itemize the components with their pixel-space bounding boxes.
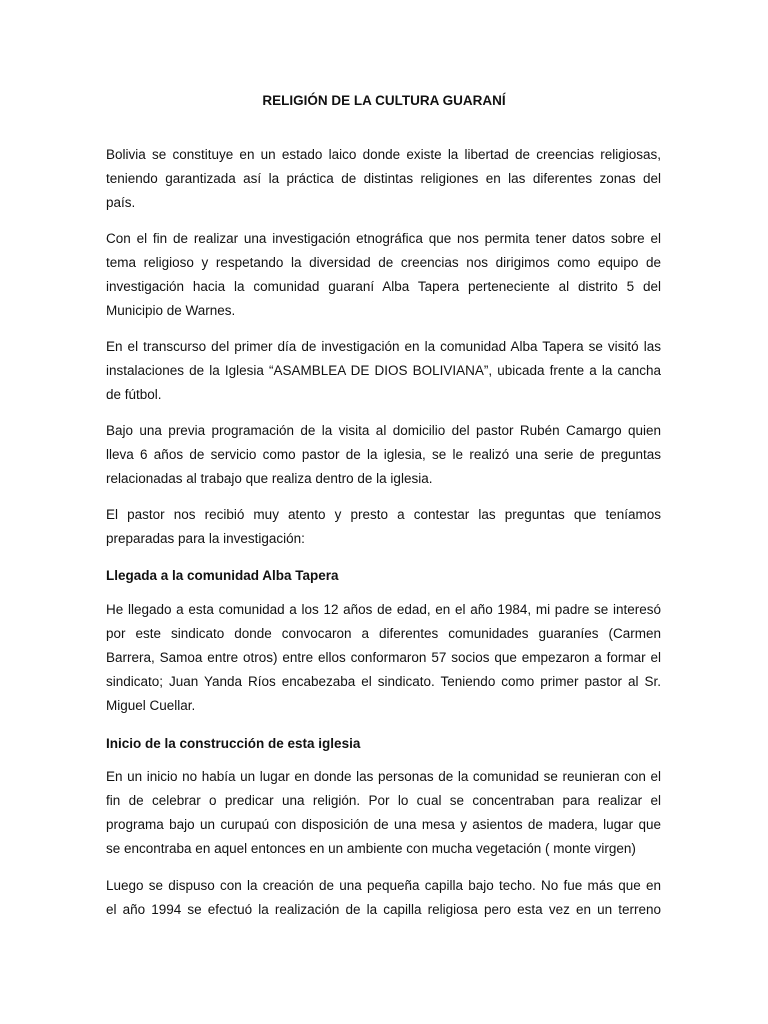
document-title: RELIGIÓN DE LA CULTURA GUARANÍ <box>262 93 506 108</box>
paragraph-line: Luego se dispuso con la creación de una pequeña capilla bajo techo. No fue más que en <box>106 878 661 893</box>
paragraph-arrival <box>106 598 661 718</box>
paragraph-line: fin de celebrar o predicar una religión. Por lo cual se concentraban para realizar el <box>106 793 661 808</box>
paragraph-line: teniendo garantizada así la práctica de distintas religiones en las diferentes zonas del <box>106 171 661 186</box>
paragraph-first-day <box>106 335 661 407</box>
paragraph-line: Bajo una previa programación de la visita al domicilio del pastor Rubén Camargo quien <box>106 423 661 438</box>
paragraph-investigation <box>106 227 661 323</box>
paragraph-line: Barrera, Samoa entre otros) entre ellos conformaron 57 socios que empezaron a formar el <box>106 650 661 665</box>
paragraph-line: el año 1994 se efectuó la realización de la capilla religiosa pero esta vez en un terreno <box>106 902 661 917</box>
paragraph-line: He llegado a esta comunidad a los 12 años de edad, en el año 1984, mi padre se interesó <box>106 602 661 617</box>
paragraph-line: Municipio de Warnes. <box>106 303 236 318</box>
paragraph-chapel <box>106 874 661 922</box>
paragraph-line: sindicato; Juan Yanda Ríos encabezaba el sindicato. Teniendo como primer pastor al Sr. <box>106 674 661 689</box>
paragraph-line: por este sindicato donde convocaron a diferentes comunidades guaraníes (Carmen <box>106 626 661 641</box>
paragraph-line: relacionadas al trabajo que realiza dentro de la iglesia. <box>106 471 433 486</box>
paragraph-line: de fútbol. <box>106 387 162 402</box>
paragraph-line: programa bajo un curupaú con disposición de una mesa y asientos de madera, lugar que <box>106 817 661 832</box>
paragraph-construction <box>106 765 661 861</box>
paragraph-pastor-visit <box>106 419 661 491</box>
paragraph-line: se encontraba en aquel entonces en un ambiente con mucha vegetación ( monte virgen) <box>106 841 636 856</box>
paragraph-pastor-reception <box>106 503 661 551</box>
paragraph-line: país. <box>106 195 136 210</box>
paragraph-line: Con el fin de realizar una investigación etnográfica que nos permita tener datos sobre el <box>106 231 661 246</box>
paragraph-line: Bolivia se constituye en un estado laico donde existe la libertad de creencias religiosas, <box>106 147 661 162</box>
paragraph-line: En el transcurso del primer día de investigación en la comunidad Alba Tapera se visitó las <box>106 339 661 354</box>
paragraph-line: Miguel Cuellar. <box>106 698 196 713</box>
section-heading-arrival: Llegada a la comunidad Alba Tapera <box>106 568 339 583</box>
paragraph-line: investigación hacia la comunidad guaraní Alba Tapera perteneciente al distrito 5 del <box>106 279 661 294</box>
paragraph-line: tema religioso y respetando la diversidad de creencias nos dirigimos como equipo de <box>106 255 661 270</box>
paragraph-line: instalaciones de la Iglesia “ASAMBLEA DE DIOS BOLIVIANA”, ubicada frente a la cancha <box>106 363 661 378</box>
paragraph-line: preparadas para la investigación: <box>106 531 305 546</box>
paragraph-line: lleva 6 años de servicio como pastor de la iglesia, se le realizó una serie de preguntas <box>106 447 661 462</box>
paragraph-line: El pastor nos recibió muy atento y presto a contestar las preguntas que teníamos <box>106 507 661 522</box>
section-heading-construction: Inicio de la construcción de esta iglesia <box>106 736 361 751</box>
paragraph-intro <box>106 143 661 215</box>
paragraph-line: En un inicio no había un lugar en donde las personas de la comunidad se reunieran con el <box>106 769 661 784</box>
